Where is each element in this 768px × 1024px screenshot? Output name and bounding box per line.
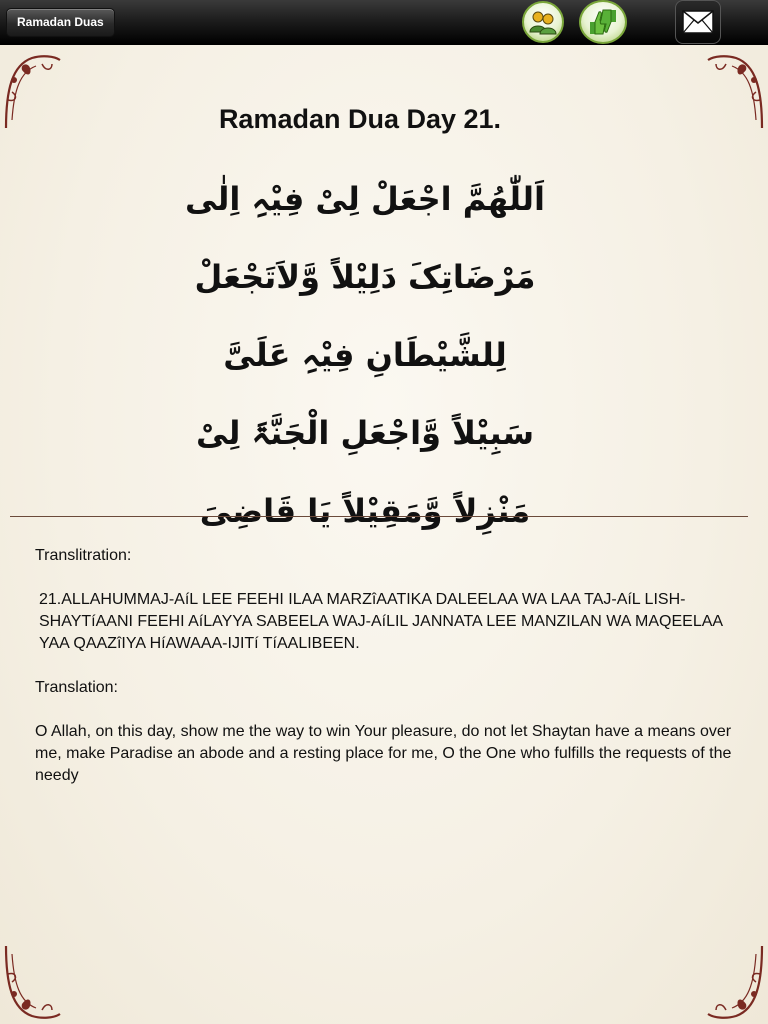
arabic-text-scroll[interactable] <box>170 160 560 530</box>
dua-details <box>35 545 735 809</box>
arabic-line: مَنْزِلاً وَّمَقِیْلاً یَا قَاضِیَ <box>199 492 531 530</box>
translation-label: Translation: <box>35 679 118 696</box>
corner-ornament-icon <box>706 944 766 1024</box>
corner-ornament-icon <box>2 944 62 1024</box>
arabic-line: اَللّٰهُمَّ اجْعَلْ لِیْ فِیْہِ اِلٰی <box>185 180 545 218</box>
section-divider <box>10 516 748 517</box>
translitration-text: 21.ALLAHUMMAJ-AíL LEE FEEHI ILAA MARZîAATIKA DALEELAA WA LAA TAJ-AíL LISH-SHAYTíAANI FEEHI AíLAYYA SABEELA WAJ-AíLIL JANNATA LEE MANZILAN WA MAQEELAA YAA QAAZîIYA HíAWAAA-IJITí TíAALIBEEN. <box>39 591 723 652</box>
mail-icon <box>682 10 714 34</box>
share-friends-button[interactable] <box>522 1 564 43</box>
share-friends-icon <box>529 10 557 34</box>
arabic-line: مَرْضَاتِکَ دَلِیْلاً وَّلاَتَجْعَلْ <box>194 258 536 296</box>
arabic-line: سَبِیْلاً وَّاجْعَلِ الْجَنَّۃَ لِیْ <box>195 414 535 452</box>
dua-title: Ramadan Dua Day 21. <box>218 104 502 134</box>
arabic-line: لِلشَّیْطَانِ فِیْہِ عَلَیَّ <box>223 336 507 374</box>
back-button[interactable]: Ramadan Duas <box>6 8 115 37</box>
thumbs-rating-icon <box>587 8 619 36</box>
rating-button[interactable] <box>579 0 627 44</box>
translation-text: O Allah, on this day, show me the way to win Your pleasure, do not let Shaytan have a means over me, make Paradise an abode and a resting place for me, O the One who fulfills the requests of the needy <box>35 723 732 784</box>
mail-button[interactable] <box>675 0 721 44</box>
translitration-label: Translitration: <box>35 547 132 564</box>
top-toolbar <box>0 0 768 45</box>
